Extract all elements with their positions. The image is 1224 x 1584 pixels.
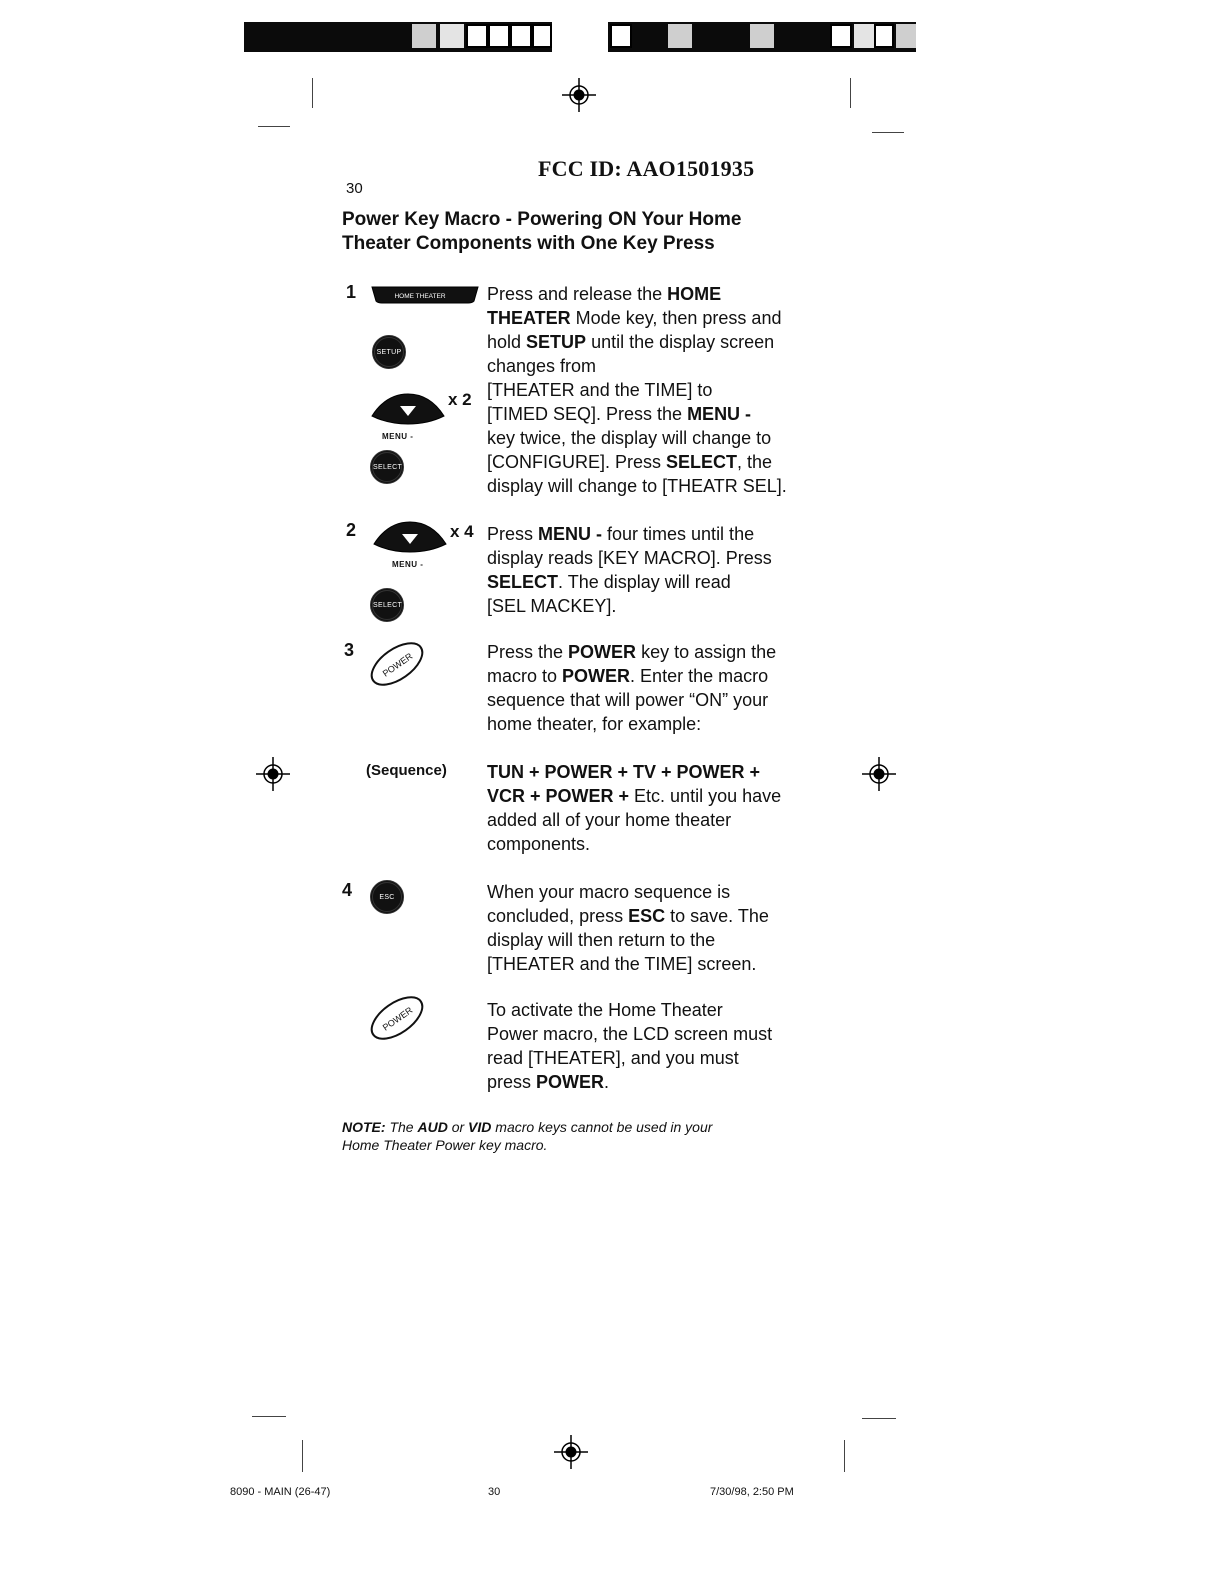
step-keyword: POWER	[562, 666, 631, 686]
step-keyword: VCR + POWER +	[487, 786, 630, 806]
step-line: SELECT. The display will read	[487, 572, 731, 592]
menu-label: MENU -	[392, 560, 424, 569]
step-keyword: TUN + POWER + TV + POWER +	[487, 762, 761, 782]
step-number: 2	[346, 520, 357, 540]
note-vid: VID	[468, 1119, 492, 1135]
section-heading	[342, 208, 802, 256]
registration-bar-right	[608, 22, 916, 52]
step-keyword: HOME	[667, 284, 722, 304]
registration-bar-left	[244, 22, 552, 52]
setup-button-label: SETUP	[376, 349, 402, 356]
power-button-label: POWER	[380, 650, 415, 679]
note	[342, 1118, 802, 1154]
trim-mark	[862, 1418, 896, 1419]
step-keyword: POWER	[536, 1072, 605, 1092]
step-line: [THEATER and the TIME] to	[487, 380, 713, 400]
step-keyword: SELECT	[666, 452, 738, 472]
step-line: read [THEATER], and you must	[487, 1048, 739, 1068]
step-text	[487, 522, 817, 618]
step-line: macro to POWER. Enter the macro	[487, 666, 769, 686]
note-lead: NOTE:	[342, 1119, 386, 1135]
step-line: components.	[487, 834, 591, 854]
trim-mark	[312, 78, 313, 108]
step-line: display reads [KEY MACRO]. Press	[487, 548, 772, 568]
home-theater-key-label: HOME THEATER	[394, 293, 446, 300]
step-line: [TIMED SEQ]. Press the MENU -	[487, 404, 752, 424]
note-line	[342, 1118, 802, 1136]
crosshair-mark-right	[862, 757, 896, 791]
step-line: press POWER.	[487, 1072, 610, 1092]
step-line: home theater, for example:	[487, 714, 702, 734]
trim-mark	[844, 1440, 845, 1472]
step-keyword: SETUP	[526, 332, 587, 352]
note-text: macro keys cannot be used in your	[491, 1119, 713, 1135]
step-line: Press MENU - four times until the	[487, 524, 755, 544]
step-number: 4	[342, 880, 353, 900]
crosshair-mark-top	[562, 78, 596, 112]
select-button-label: SELECT	[373, 464, 403, 471]
menu-minus-button	[370, 520, 450, 554]
crosshair-mark-left	[256, 757, 290, 791]
step-line: display will then return to the	[487, 930, 716, 950]
note-line: Home Theater Power key macro.	[342, 1137, 548, 1153]
step-line: display will change to [THEATR SEL].	[487, 476, 787, 496]
step-text	[487, 760, 817, 856]
footer-left: 8090 - MAIN (26-47)	[230, 1486, 331, 1498]
step-line: Press and release the HOME	[487, 284, 722, 304]
footer-timestamp: 7/30/98, 2:50 PM	[710, 1486, 794, 1498]
step-keyword: POWER	[568, 642, 637, 662]
step-keyword: ESC	[628, 906, 666, 926]
note-text: The	[385, 1119, 418, 1135]
heading-line: Theater Components with One Key Press	[342, 233, 715, 254]
step-line: [THEATER and the TIME] screen.	[487, 954, 757, 974]
step-line: added all of your home theater	[487, 810, 732, 830]
press-count: x 2	[448, 390, 472, 409]
step-line: key twice, the display will change to	[487, 428, 772, 448]
menu-minus-button	[368, 392, 448, 426]
step-line: hold SETUP until the display screen	[487, 332, 775, 352]
esc-button	[370, 880, 404, 914]
step-keyword: MENU -	[538, 524, 603, 544]
crosshair-mark-bottom	[554, 1435, 588, 1469]
esc-button-label: ESC	[379, 894, 395, 901]
step-text	[487, 282, 817, 498]
step-line: [CONFIGURE]. Press SELECT, the	[487, 452, 773, 472]
power-button	[366, 994, 428, 1042]
note-text: or	[447, 1119, 469, 1135]
step-line: [SEL MACKEY].	[487, 596, 617, 616]
power-button-label: POWER	[380, 1004, 415, 1033]
step-keyword: THEATER	[487, 308, 571, 328]
step-text	[487, 640, 817, 736]
select-button-label: SELECT	[373, 602, 403, 609]
step-line: To activate the Home Theater	[487, 1000, 723, 1020]
trim-mark	[258, 126, 290, 127]
step-line: Press the POWER key to assign the	[487, 642, 777, 662]
step-line: When your macro sequence is	[487, 882, 731, 902]
step-text	[487, 998, 817, 1094]
step-line: VCR + POWER + Etc. until you have	[487, 786, 782, 806]
fcc-id: FCC ID: AAO1501935	[538, 156, 755, 181]
step-line: changes from	[487, 356, 597, 376]
step-keyword: MENU -	[687, 404, 752, 424]
footer-page: 30	[488, 1486, 501, 1498]
menu-label: MENU -	[382, 432, 414, 441]
step-number: 1	[346, 282, 357, 302]
setup-button	[372, 335, 406, 369]
step-number: 3	[344, 640, 355, 660]
home-theater-key	[370, 284, 480, 304]
trim-mark	[302, 1440, 303, 1472]
power-button	[366, 640, 428, 688]
select-button	[370, 450, 404, 484]
press-count: x 4	[450, 522, 474, 541]
select-button	[370, 588, 404, 622]
step-line: sequence that will power “ON” your	[487, 690, 769, 710]
step-keyword: SELECT	[487, 572, 559, 592]
page-number: 30	[346, 180, 363, 197]
step-line: concluded, press ESC to save. The	[487, 906, 769, 926]
note-aud: AUD	[417, 1119, 448, 1135]
sequence-label: (Sequence)	[366, 762, 447, 779]
step-line	[487, 760, 817, 784]
step-line: THEATER Mode key, then press and	[487, 308, 782, 328]
trim-mark	[252, 1416, 286, 1417]
trim-mark	[850, 78, 851, 108]
step-line: Power macro, the LCD screen must	[487, 1024, 773, 1044]
step-text	[487, 880, 817, 976]
trim-mark	[872, 132, 904, 133]
heading-line: Power Key Macro - Powering ON Your Home	[342, 209, 742, 230]
